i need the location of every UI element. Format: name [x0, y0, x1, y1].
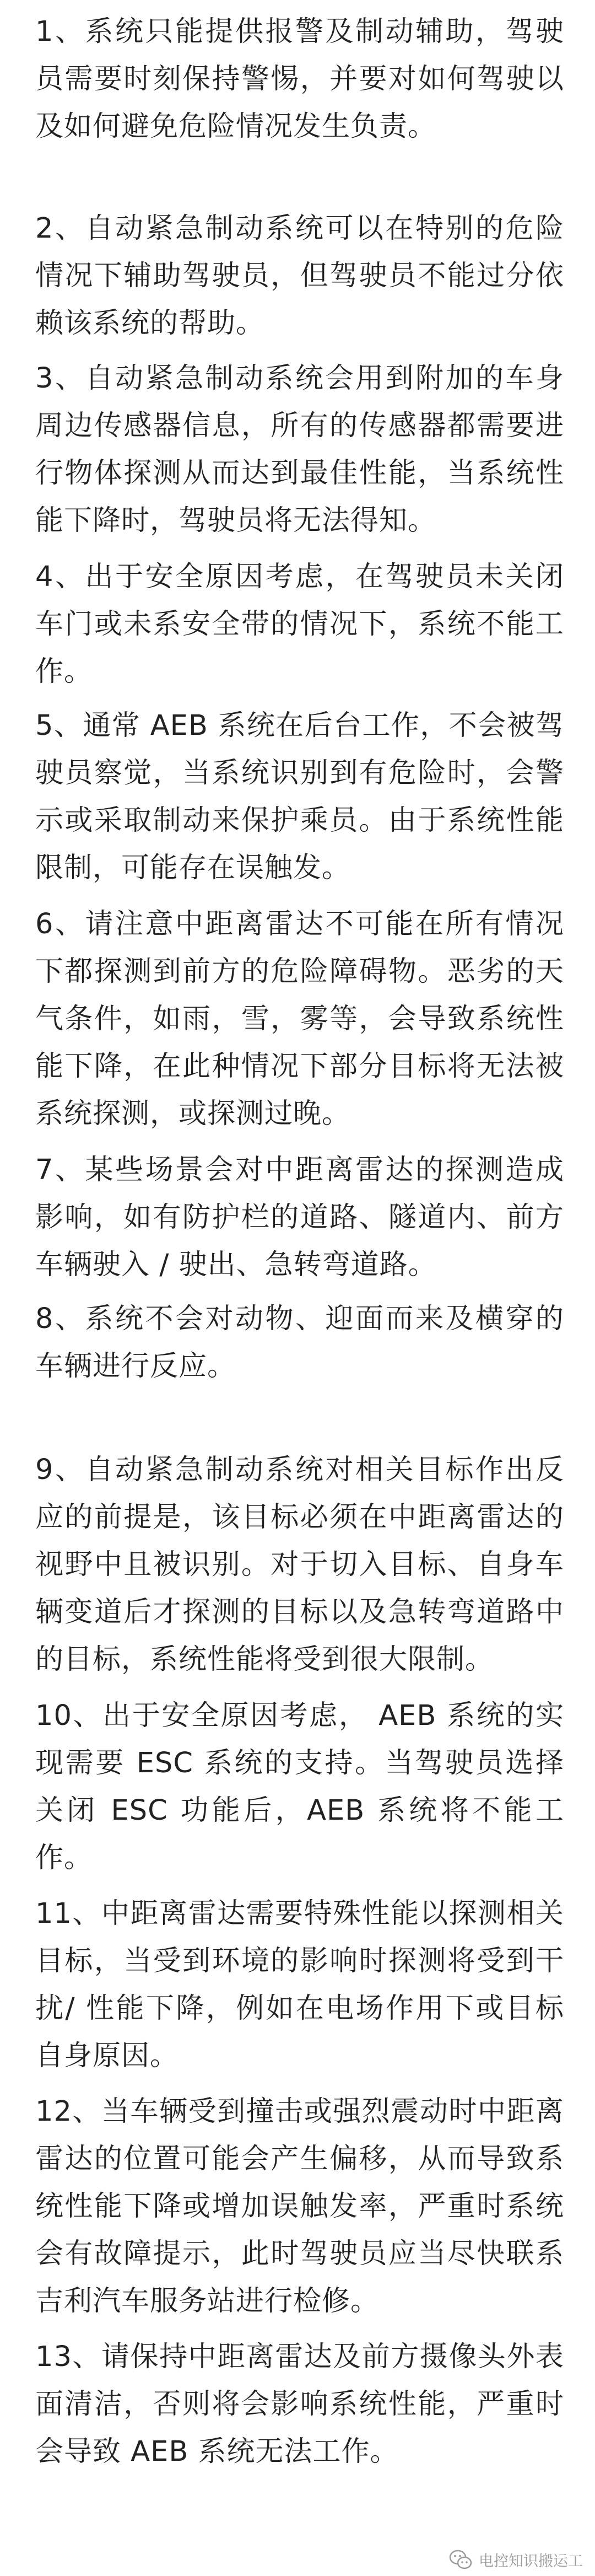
paragraph-5: 5、通常 AEB 系统在后台工作，不会被驾驶员察觉，当系统识别到有危险时，会警示或采取制动来保护乘员。由于系统性能限制，可能存在误触发。	[35, 709, 564, 884]
paragraph-6: 6、请注意中距离雷达不可能在所有情况下都探测到前方的危险障碍物。恶劣的天气条件，如雨，雪，雾等，会导致系统性能下降，在此种情况下部分目标将无法被系统探测，或探测过晚。	[35, 908, 564, 1130]
paragraph-11: 11、中距离雷达需要特殊性能以探测相关目标，当受到环境的影响时探测将受到干扰/ 性能下降，例如在电场作用下或目标自身原因。	[35, 1897, 564, 2072]
paragraph-12: 12、当车辆受到撞击或强烈震动时中距离雷达的位置可能会产生偏移，从而导致系统性能下降或增加误触发率，严重时系统会有故障提示，此时驾驶员应当尽快联系吉利汽车服务站进行检修。	[35, 2095, 564, 2317]
watermark	[448, 2547, 583, 2572]
paragraph-7: 7、某些场景会对中距离雷达的探测造成影响，如有防护栏的道路、隧道内、前方车辆驶入 / 驶出、急转弯道路。	[35, 1154, 564, 1281]
paragraph-9: 9、自动紧急制动系统对相关目标作出反应的前提是，该目标必须在中距离雷达的视野中且被识别。对于切入目标、自身车辆变道后才探测的目标以及急转弯道路中的目标，系统性能将受到很大限制。	[35, 1454, 564, 1676]
paragraph-2: 2、自动紧急制动系统可以在特别的危险情况下辅助驾驶员，但驾驶员不能过分依赖该系统的帮助。	[35, 212, 564, 340]
paragraph-1: 1、系统只能提供报警及制动辅助，驾驶员需要时刻保持警惕，并要对如何驾驶以及如何避免危险情况发生负责。	[35, 15, 564, 143]
wechat-icon	[448, 2547, 473, 2572]
paragraph-3: 3、自动紧急制动系统会用到附加的车身周边传感器信息，所有的传感器都需要进行物体探测从而达到最佳性能，当系统性能下降时，驾驶员将无法得知。	[35, 362, 564, 537]
paragraph-4: 4、出于安全原因考虑，在驾驶员未关闭车门或未系安全带的情况下，系统不能工作。	[35, 561, 564, 688]
paragraph-13: 13、请保持中距离雷达及前方摄像头外表面清洁，否则将会影响系统性能，严重时会导致 AEB 系统无法工作。	[35, 2341, 564, 2468]
paragraph-10: 10、出于安全原因考虑， AEB 系统的实现需要 ESC 系统的支持。当驾驶员选择关闭 ESC 功能后，AEB 系统将不能工作。	[35, 1700, 564, 1874]
paragraph-8: 8、系统不会对动物、迎面而来及横穿的车辆进行反应。	[35, 1303, 564, 1383]
watermark-text: 电控知识搬运工	[479, 2552, 583, 2570]
